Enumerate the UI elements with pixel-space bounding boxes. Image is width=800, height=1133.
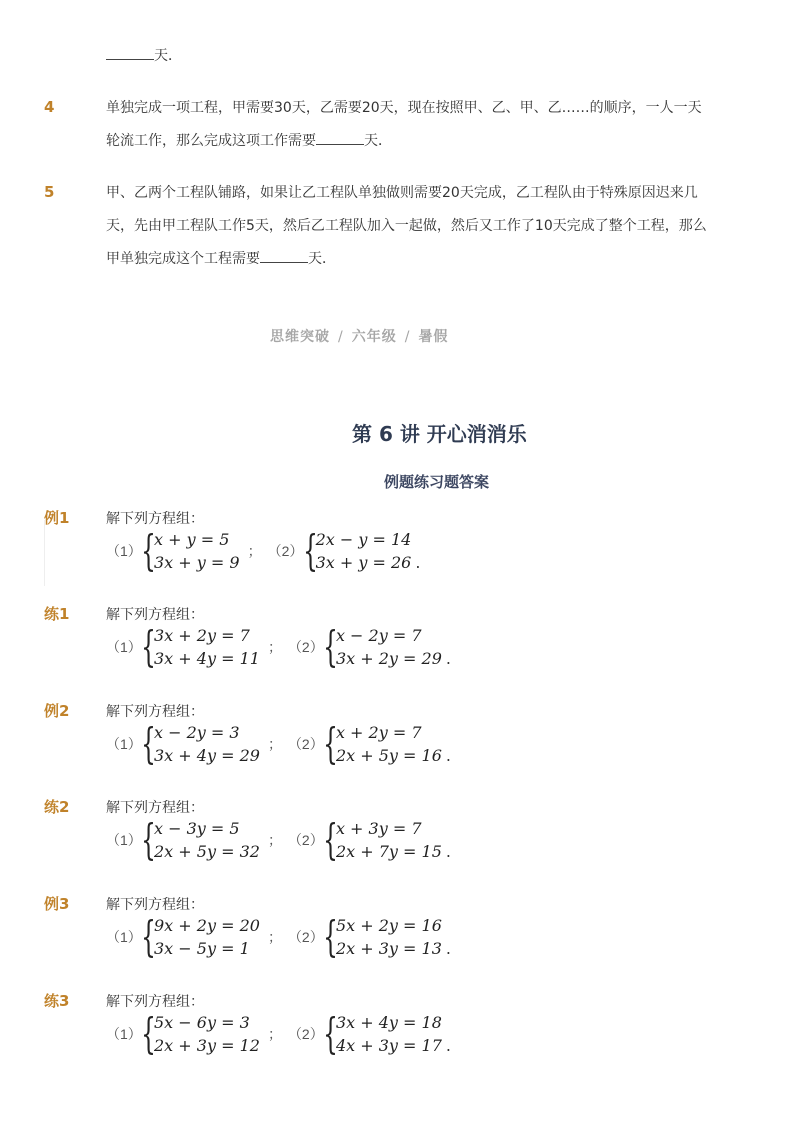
left-brace: { (323, 912, 338, 961)
equation-systems (106, 817, 451, 863)
equation: 2x + 3y = 12 (154, 1036, 260, 1055)
equation-systems (106, 914, 451, 960)
question-number: 4 (44, 98, 55, 116)
equation-pair (154, 528, 240, 574)
equation-pair (316, 528, 412, 574)
equation: 3x + 4y = 11 (154, 649, 260, 668)
equation-pair (336, 1011, 442, 1057)
equation: 9x + 2y = 20 (154, 916, 260, 935)
semicolon: ； (267, 832, 282, 848)
left-brace: { (323, 1009, 338, 1058)
system-tag: （1） (106, 1026, 142, 1042)
period: . (445, 1036, 451, 1055)
problem-prompt: 解下列方程组： (106, 607, 204, 623)
period: . (445, 842, 451, 861)
equation: 3x + 2y = 29 (335, 649, 442, 668)
problem-label: 练3 (44, 992, 70, 1010)
equation: x − 2y = 7 (335, 626, 422, 645)
equation-systems (106, 624, 451, 670)
system-tag: （2） (287, 736, 324, 752)
equation: 5x + 2y = 16 (335, 916, 442, 935)
equation-pair (154, 817, 260, 863)
system-tag: （2） (267, 543, 304, 559)
period: . (445, 649, 451, 668)
question-number: 5 (44, 183, 55, 201)
system-tag: （2） (287, 1026, 324, 1042)
semicolon: ； (267, 736, 282, 752)
problem-prompt: 解下列方程组： (106, 800, 204, 816)
left-brace: { (323, 622, 338, 671)
lecture-title: 第 6 讲 开心消消乐 (352, 422, 527, 446)
equation-pair (336, 817, 442, 863)
left-brace: { (141, 526, 156, 575)
equation: 3x + y = 26 (315, 553, 412, 572)
question-line: 单独完成一项工程，甲需要30天，乙需要20天，现在按照甲、乙、甲、乙……的顺序，一人一天 (106, 100, 702, 116)
problem-prompt: 解下列方程组： (106, 994, 204, 1010)
left-brace: { (302, 526, 318, 575)
system-tag: （2） (287, 929, 324, 945)
period: . (415, 553, 421, 572)
equation: 2x + 3y = 13 (335, 939, 442, 958)
semicolon: ； (267, 1026, 282, 1042)
left-brace: { (323, 719, 338, 768)
equation: 3x + 4y = 18 (335, 1013, 442, 1032)
system-tag: （1） (106, 929, 142, 945)
answer-blank (260, 250, 308, 263)
semicolon: ； (247, 543, 262, 559)
equation: 2x + 5y = 16 (335, 746, 442, 765)
system-tag: （1） (106, 543, 142, 559)
problem-label: 练2 (44, 798, 70, 816)
system-tag: （1） (106, 639, 142, 655)
equation-pair (336, 914, 442, 960)
equation-pair (336, 721, 442, 767)
equation: x − 3y = 5 (154, 819, 240, 838)
equation-pair (154, 1011, 260, 1057)
semicolon: ； (267, 929, 282, 945)
period: . (445, 939, 451, 958)
left-brace: { (141, 815, 156, 864)
equation: 3x − 5y = 1 (154, 939, 250, 958)
equation: 4x + 3y = 17 (335, 1036, 442, 1055)
equation-pair (154, 914, 260, 960)
problem-prompt: 解下列方程组： (106, 704, 204, 720)
system-tag: （1） (106, 832, 142, 848)
semicolon: ； (267, 639, 282, 655)
page-footer: 思维突破 / 六年级 / 暑假 (270, 329, 449, 345)
question-line: 甲单独完成这个工程需要 天． (106, 251, 336, 267)
question-line: 轮流工作，那么完成这项工作需要 天． (106, 133, 392, 149)
left-brace: { (141, 622, 156, 671)
problem-label: 练1 (44, 605, 70, 623)
question-line: 天，先由甲工程队工作5天，然后乙工程队加入一起做，然后又工作了10天完成了整个工程，那么 (106, 218, 707, 234)
equation-pair (336, 624, 442, 670)
system-tag: （2） (287, 832, 324, 848)
equation: 3x + 2y = 7 (154, 626, 250, 645)
problem-prompt: 解下列方程组： (106, 511, 204, 527)
period: . (445, 746, 451, 765)
left-brace: { (141, 1009, 156, 1058)
system-tag: （2） (287, 639, 324, 655)
problem-prompt: 解下列方程组： (106, 897, 204, 913)
problem-label: 例3 (44, 895, 70, 913)
equation-systems (106, 528, 420, 574)
equation-systems (106, 721, 451, 767)
equation: x − 2y = 3 (154, 723, 240, 742)
left-brace: { (323, 815, 338, 864)
equation: 2x + 7y = 15 (335, 842, 442, 861)
equation: x + 3y = 7 (335, 819, 422, 838)
equation: 5x − 6y = 3 (154, 1013, 250, 1032)
system-tag: （1） (106, 736, 142, 752)
equation: 3x + y = 9 (154, 553, 240, 572)
equation: 3x + 4y = 29 (154, 746, 260, 765)
equation-pair (154, 624, 260, 670)
section-title: 例题练习题答案 (384, 473, 490, 491)
equation: x + 2y = 7 (335, 723, 422, 742)
prev-question-fragment: 天． (106, 46, 182, 66)
question-line: 甲、乙两个工程队铺路，如果让乙工程队单独做则需要20天完成，乙工程队由于特殊原因迟来几 (106, 185, 698, 201)
equation: 2x − y = 14 (315, 530, 412, 549)
answer-blank (316, 132, 364, 145)
problem-label: 例2 (44, 702, 70, 720)
equation-pair (154, 721, 260, 767)
divider (44, 520, 45, 586)
left-brace: { (141, 912, 156, 961)
left-brace: { (141, 719, 156, 768)
equation: 2x + 5y = 32 (154, 842, 260, 861)
answer-blank (106, 47, 154, 60)
problem-label: 例1 (44, 509, 70, 527)
equation: x + y = 5 (154, 530, 230, 549)
equation-systems (106, 1011, 451, 1057)
